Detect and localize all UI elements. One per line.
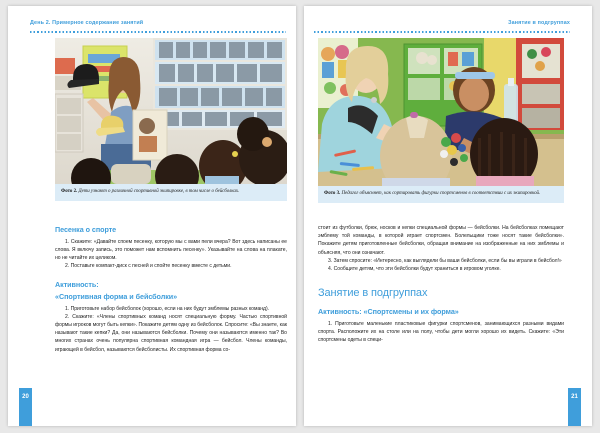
right-running-head: Занятие в подгруппах <box>508 20 570 26</box>
right-photo-block <box>318 38 564 203</box>
right-item-3: 3. Затем спросите: «Интересно, как выглядели бы ваши бейсболки, если бы вы играли в бейсбол!» <box>328 257 562 264</box>
left-photo-block <box>55 38 287 201</box>
right-text-column <box>318 224 564 344</box>
right-header-dotted-rule <box>314 31 570 33</box>
song-item-2: 2. Поставьте компакт-диск с песней и спойте песенку вместе с детьми. <box>65 263 232 270</box>
chapter-heading: Занятие в подгруппах <box>318 287 428 300</box>
activity-item-2: 2. Скажите: «Члены спортивных команд носят специальную форму. Частью спортивной формы игроков могут быть кепки». Покажите детям одну из бейсболок. Спросите: «Вы знаете, как называют такие кепки? Да, они называются бейсболки. Почему они называются именно так? Во многих странах очень популярна спортивная командная игра — бейсбол. Члены команды, играющей в бейсбол, называются бейсболисты. Их спортивная форма со- <box>55 313 287 353</box>
right-caption-label: Фото 3. <box>324 191 341 196</box>
left-running-head: День 2. Примерное содержание занятий <box>30 20 144 26</box>
left-caption-label: Фото 2. <box>61 189 78 194</box>
heading-activity-title: «Спортивная форма и бейсболки» <box>55 292 178 301</box>
left-header-dotted-rule <box>30 31 286 33</box>
right-activity-heading: Активность: «Спортсмены и их форма» <box>318 306 459 316</box>
right-page-folio: 21 <box>568 388 581 426</box>
teacher-sorting-figurines-illustration <box>318 38 564 186</box>
right-item-4: 4. Сообщите детям, что эти бейсболки будут храниться в игровом уголке. <box>328 265 501 272</box>
teacher-sorting-figurines-photo <box>318 38 564 186</box>
spacer-1 <box>55 270 287 279</box>
right-activity-item-1: 1. Приготовьте маленькие пластиковые фигурки спортсменов, занимающихся разными видами спорта. Расположите их на столе или на полу, чтобы дети могли хорошо их видеть. Скажите: «Эти спортсмены одеты в специ- <box>318 320 564 343</box>
activity-item-1: 1. Приготовьте набор бейсболок (хорошо, если на них будут эмблемы разных команд). <box>65 305 270 312</box>
left-caption-text: Дети узнают о различной спортивной экипировке, в том числе о бейсболках. <box>78 189 240 194</box>
right-caption-text: Педагог объясняет, как сортировать фигурки спортсменов в соответствии с их экипировкой. <box>341 191 541 196</box>
left-text-column <box>55 224 287 354</box>
classroom-teacher-with-cap-photo <box>55 38 287 184</box>
right-photo-caption <box>318 186 564 203</box>
classroom-teacher-with-cap-illustration <box>55 38 287 184</box>
heading-song: Песенка о спорте <box>55 225 117 234</box>
left-page-folio: 20 <box>19 388 32 426</box>
continued-paragraph: стоит из футболки, брюк, носков и кепки специальной формы — бейсболки. На бейсболках помещают эмблему той команды, в которой играет спортсмен. Болельщики тоже носят такие бейсболки». Покажите детям приготовленные бейсболки, обращая внимание на изображенные на них эмблемы и объясняя, что они означают. <box>318 225 564 256</box>
spacer-2 <box>318 273 564 285</box>
right-page <box>304 6 592 426</box>
song-item-1: 1. Скажите: «Давайте споем песенку, которую мы с вами пели вчера? Вот здесь написаны ее слова. Я включу запись, это поможет нам вспомнить песенку». Указывайте на слова на плакате, но не читайте их целиком. <box>55 238 287 261</box>
left-page <box>8 6 296 426</box>
left-photo-caption <box>55 184 287 201</box>
heading-activity-label: Активность: <box>55 280 99 290</box>
